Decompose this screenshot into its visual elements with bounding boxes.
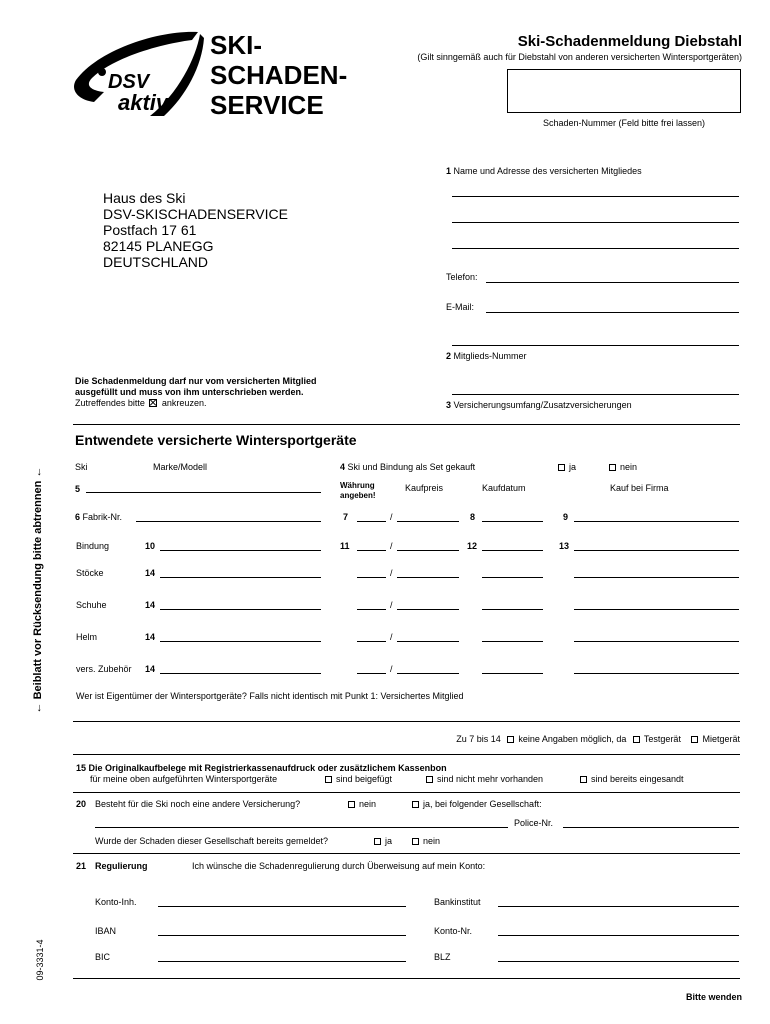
form-title: Ski-Schadenmeldung Diebstahl [517, 33, 742, 50]
email-label: E-Mail: [446, 302, 475, 312]
boots-currency-field[interactable] [357, 609, 386, 610]
reported-yes[interactable] [374, 836, 392, 846]
bic-label: BIC [95, 952, 111, 962]
notice-line-3 [75, 398, 317, 409]
receipts-opt-2-label: sind nicht mehr vorhanden [437, 774, 544, 784]
no-info-row [456, 734, 740, 744]
checkbox-icon[interactable] [507, 736, 514, 743]
field-3-label [446, 400, 632, 410]
brand-line-2: SCHADEN- [210, 60, 348, 90]
field-2-text: Mitglieds-Nummer [453, 351, 527, 361]
reported-no[interactable] [412, 836, 440, 846]
arrow-right-icon: ← [32, 466, 44, 478]
recipient-address [103, 190, 288, 270]
row-9-number: 9 [563, 512, 569, 522]
boots-price-field[interactable] [397, 609, 459, 610]
account-holder-field[interactable] [158, 906, 406, 907]
row-14-number: 14 [145, 600, 156, 610]
field-2-label [446, 351, 527, 361]
section-divider-3 [73, 792, 740, 793]
checkbox-icon[interactable] [609, 464, 616, 471]
address-line-5: DEUTSCHLAND [103, 254, 209, 270]
insurance-no[interactable] [348, 799, 376, 809]
q4-no-label: nein [620, 462, 638, 472]
row-10-number: 10 [145, 541, 156, 551]
reported-no-label: nein [423, 836, 441, 846]
checkbox-icon[interactable] [633, 736, 640, 743]
q4-no[interactable] [609, 462, 637, 472]
poles-date-field[interactable] [482, 577, 543, 578]
insurance-no-label: nein [359, 799, 377, 809]
phone-label: Telefon: [446, 272, 478, 282]
row-11-number: 11 [340, 541, 350, 551]
slash: / [390, 664, 393, 674]
slash: / [390, 541, 393, 551]
range-text: Zu 7 bis 14 [456, 734, 501, 744]
notice-line-1: Die Schadenmeldung darf nur vom versicherten Mitglied [75, 376, 317, 386]
claim-number-caption: Schaden-Nummer (Feld bitte frei lassen) [542, 118, 706, 128]
logo-dsv-text: DSV [108, 71, 150, 93]
helmet-brand-field[interactable] [160, 641, 321, 642]
q4-text: Ski und Bindung als Set gekauft [347, 462, 476, 472]
address-line-2: DSV-SKISCHADENSERVICE [103, 206, 288, 222]
police-number-field[interactable] [563, 827, 739, 828]
q4-yes-label: ja [569, 462, 577, 472]
q4-label [340, 462, 475, 472]
poles-shop-field[interactable] [574, 577, 739, 578]
reported-question: Wurde der Schaden dieser Gesellschaft bereits gemeldet? [95, 836, 328, 846]
receipts-text: Die Originalkaufbelege mit Registrierkassenaufdruck oder zusätzlichem Kassenbon [88, 763, 447, 773]
schuhe-label: Schuhe [76, 600, 107, 610]
receipts-opt-1[interactable] [325, 774, 392, 784]
accessory-shop-field[interactable] [574, 673, 739, 674]
accessory-date-field[interactable] [482, 673, 543, 674]
notice-line-3b: ankreuzen. [161, 398, 207, 408]
settlement-title: Regulierung [95, 861, 148, 871]
receipts-opt-3[interactable] [580, 774, 684, 784]
boots-shop-field[interactable] [574, 609, 739, 610]
equipment-section-title: Entwendete versicherte Wintersportgeräte [75, 432, 357, 448]
helm-label: Helm [76, 632, 98, 642]
receipts-opt-3-label: sind bereits eingesandt [591, 774, 684, 784]
insurance-yes-label: ja, bei folgender Gesellschaft: [423, 799, 542, 809]
insurance-number: 20 [76, 799, 87, 809]
dsv-aktiv-logo [68, 28, 208, 122]
reported-yes-label: ja [385, 836, 393, 846]
serial-number-field[interactable] [136, 521, 321, 522]
crossed-checkbox-icon [149, 399, 157, 407]
checkbox-icon[interactable] [426, 776, 433, 783]
row-13-number: 13 [559, 541, 570, 551]
insurance-question: Besteht für die Ski noch eine andere Versicherung? [95, 799, 301, 809]
binding-brand-field[interactable] [160, 550, 321, 551]
insurance-scope-line[interactable] [452, 394, 739, 395]
police-label: Police-Nr. [514, 818, 554, 828]
iban-field[interactable] [158, 935, 406, 936]
slash: / [390, 568, 393, 578]
section-divider-5 [73, 978, 740, 979]
ski-price-field[interactable] [397, 521, 459, 522]
bank-field[interactable] [498, 906, 739, 907]
brand-line-1: SKI- [210, 30, 262, 60]
binding-shop-field[interactable] [574, 550, 739, 551]
iban-label: IBAN [95, 926, 117, 936]
currency-note-1: Währung [340, 481, 375, 490]
row-14-number: 14 [145, 568, 156, 578]
accessory-price-field[interactable] [397, 673, 459, 674]
poles-price-field[interactable] [397, 577, 459, 578]
helmet-date-field[interactable] [482, 641, 543, 642]
helmet-shop-field[interactable] [574, 641, 739, 642]
receipts-opt-2[interactable] [426, 774, 543, 784]
opt-none-label: keine Angaben möglich, da [518, 734, 627, 744]
section-divider-2 [73, 754, 740, 755]
form-code: 09-3331-4 [35, 939, 45, 981]
settlement-number: 21 [76, 861, 87, 871]
field-1-number: 1 [446, 166, 452, 176]
field-3-number: 3 [446, 400, 452, 410]
row-6-text: Fabrik-Nr. [82, 512, 123, 522]
row-14-number: 14 [145, 632, 156, 642]
currency-note-2: angeben! [340, 491, 376, 500]
address-line-1: Haus des Ski [103, 190, 186, 206]
arrow-left-icon: ← [32, 702, 44, 714]
member-number-line[interactable] [452, 345, 739, 346]
turn-page-note: Bitte wenden [685, 992, 742, 1002]
account-holder-label: Konto-Inh. [95, 897, 137, 907]
receipts-title [76, 763, 447, 773]
currency-note [340, 481, 376, 501]
binding-price-field[interactable] [397, 550, 459, 551]
row-5-number: 5 [75, 484, 81, 494]
bank-label: Bankinstitut [434, 897, 481, 907]
field-2-number: 2 [446, 351, 452, 361]
detach-text: Beiblatt vor Rücksendung bitte abtrennen [32, 480, 44, 700]
phone-field[interactable] [486, 282, 739, 283]
zubehoer-label: vers. Zubehör [76, 664, 132, 674]
notice-line-2: ausgefüllt und muss von ihm unterschrieben werden. [75, 387, 304, 397]
col-price: Kaufpreis [405, 483, 444, 493]
blz-field[interactable] [498, 961, 739, 962]
boots-brand-field[interactable] [160, 609, 321, 610]
boots-date-field[interactable] [482, 609, 543, 610]
notice-line-3a: Zutreffendes bitte [75, 398, 145, 408]
owner-field[interactable] [73, 721, 740, 722]
email-field[interactable] [486, 312, 739, 313]
checkbox-icon[interactable] [348, 801, 355, 808]
col-ski: Ski [75, 462, 88, 472]
binding-date-field[interactable] [482, 550, 543, 551]
brand-line-3: SERVICE [210, 90, 324, 120]
brand-title [210, 30, 347, 120]
address-line-3: Postfach 17 61 [103, 222, 197, 238]
field-1-text: Name und Adresse des versicherten Mitgliedes [453, 166, 642, 176]
checkbox-icon[interactable] [374, 838, 381, 845]
row-7-number: 7 [343, 512, 349, 522]
detach-instruction [32, 467, 44, 714]
name-line-3[interactable] [452, 248, 739, 249]
account-number-label: Konto-Nr. [434, 926, 473, 936]
field-3-text: Versicherungsumfang/Zusatzversicherungen [453, 400, 632, 410]
field-1-label [446, 166, 642, 176]
row-14-number: 14 [145, 664, 156, 674]
logo-aktiv-text: aktiv [118, 90, 169, 115]
receipts-sub: für meine oben aufgeführten Wintersportgeräte [90, 774, 278, 784]
slash: / [390, 512, 393, 522]
ski-shop-field[interactable] [574, 521, 739, 522]
bindung-label: Bindung [76, 541, 110, 551]
opt-rent-label: Mietgerät [702, 734, 740, 744]
opt-test-label: Testgerät [643, 734, 681, 744]
owner-question: Wer ist Eigentümer der Wintersportgeräte? Falls nicht identisch mit Punkt 1: Versichertes Mitglied [76, 691, 464, 701]
name-line-2[interactable] [452, 222, 739, 223]
col-date: Kaufdatum [482, 483, 526, 493]
checkbox-icon[interactable] [325, 776, 332, 783]
binding-currency-field[interactable] [357, 550, 386, 551]
insurance-yes[interactable] [412, 799, 542, 809]
claim-number-box[interactable] [507, 69, 741, 113]
poles-brand-field[interactable] [160, 577, 321, 578]
section-divider-1 [73, 424, 740, 425]
account-number-field[interactable] [498, 935, 739, 936]
name-line-1[interactable] [452, 196, 739, 197]
checkbox-icon[interactable] [412, 801, 419, 808]
address-line-4: 82145 PLANEGG [103, 238, 214, 254]
col-shop: Kauf bei Firma [610, 483, 669, 493]
row-6-label [75, 512, 122, 522]
accessory-currency-field[interactable] [357, 673, 386, 674]
row-6-number: 6 [75, 512, 81, 522]
checkbox-icon[interactable] [580, 776, 587, 783]
row-12-number: 12 [467, 541, 478, 551]
checkbox-icon[interactable] [412, 838, 419, 845]
signature-notice [75, 376, 317, 409]
checkbox-icon[interactable] [558, 464, 565, 471]
poles-currency-field[interactable] [357, 577, 386, 578]
accessory-brand-field[interactable] [160, 673, 321, 674]
helmet-currency-field[interactable] [357, 641, 386, 642]
section-divider-4 [73, 853, 740, 854]
company-field[interactable] [95, 827, 508, 828]
receipts-number: 15 [76, 763, 87, 773]
row-8-number: 8 [470, 512, 476, 522]
checkbox-icon[interactable] [691, 736, 698, 743]
ski-brand-field[interactable] [86, 492, 321, 493]
settlement-text: Ich wünsche die Schadenregulierung durch Überweisung auf mein Konto: [192, 861, 486, 871]
blz-label: BLZ [434, 952, 451, 962]
ski-currency-field[interactable] [357, 521, 386, 522]
helmet-price-field[interactable] [397, 641, 459, 642]
col-brand: Marke/Modell [153, 462, 208, 472]
slash: / [390, 600, 393, 610]
form-subtitle: (Gilt sinngemäß auch für Diebstahl von anderen versicherten Wintersportgeräten) [417, 52, 742, 62]
q4-yes[interactable] [558, 462, 576, 472]
stoecke-label: Stöcke [76, 568, 104, 578]
slash: / [390, 632, 393, 642]
receipts-opt-1-label: sind beigefügt [336, 774, 393, 784]
bic-field[interactable] [158, 961, 406, 962]
ski-date-field[interactable] [482, 521, 543, 522]
q4-number: 4 [340, 462, 346, 472]
